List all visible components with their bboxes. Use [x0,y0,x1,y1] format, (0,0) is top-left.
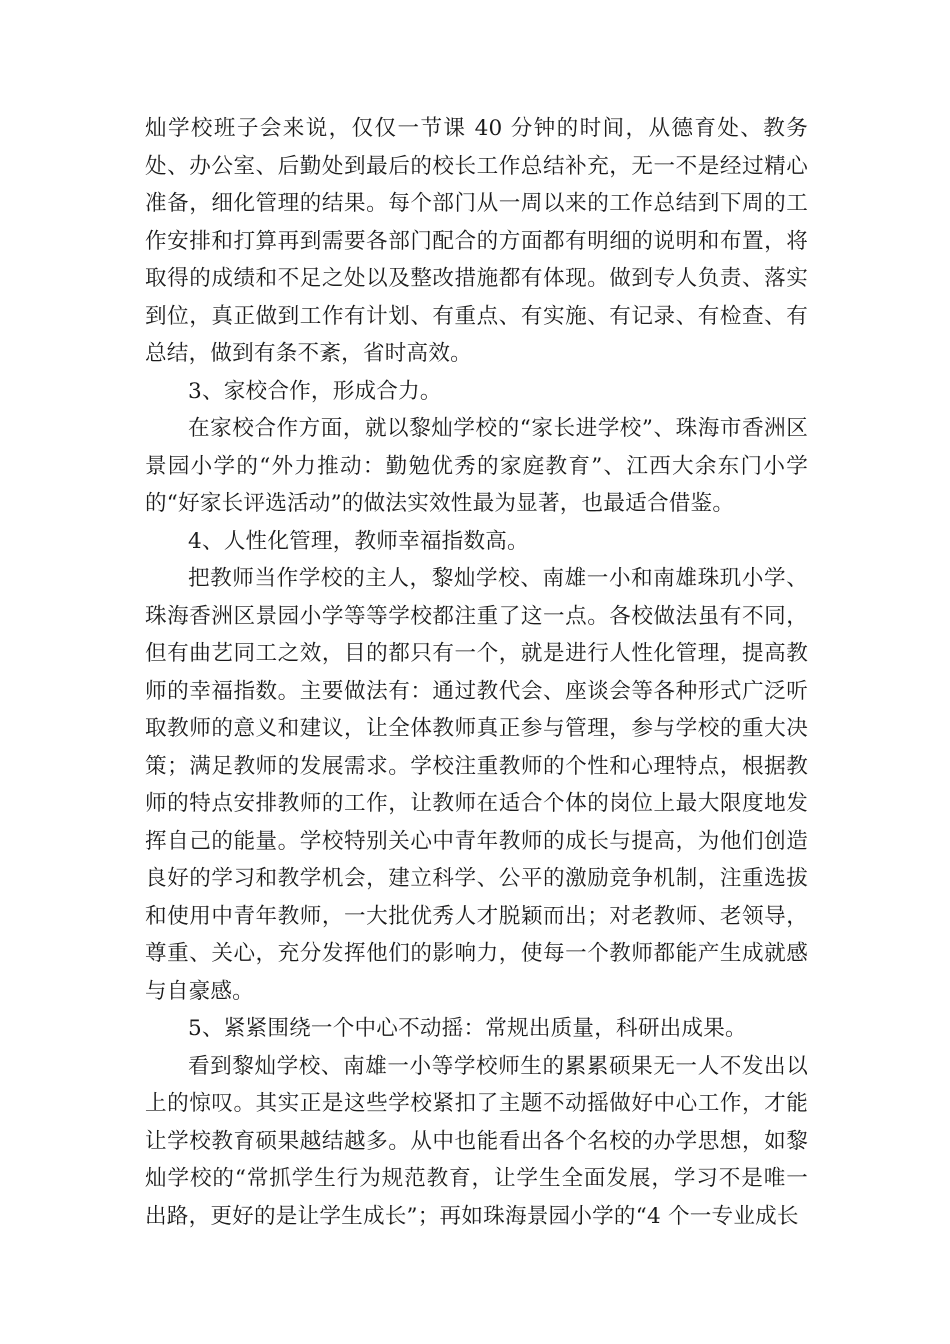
paragraph-home-school-cooperation: 在家校合作方面，就以黎灿学校的“家长进学校”、珠海市香洲区景园小学的“外力推动：勤勉优秀的家庭教育”、江西大余东门小学的“好家长评选活动”的做法实效性最为显著，也最适合借鉴。 [145,416,808,516]
document-page [145,110,808,1235]
paragraph-focus-center: 看到黎灿学校、南雄一小等学校师生的累累硕果无一人不发出以上的惊叹。其实正是这些学校紧扣了主题不动摇做好中心工作，才能让学校教育硕果越结越多。从中也能看出各个名校的办学思想，如黎灿学校的“常抓学生行为规范教育，让学生全面发展，学习不是唯一出路，更好的是让学生成长”；再如珠海景园小学的“4 个一专业成长 [145,1053,808,1229]
paragraph-continued: 灿学校班子会来说，仅仅一节课 40 分钟的时间，从德育处、教务处、办公室、后勤处到最后的校长工作总结补充，无一不是经过精心准备，细化管理的结果。每个部门从一周以来的工作总结到下周的工作安排和打算再到需要各部门配合的方面都有明细的说明和布置，将取得的成绩和不足之处以及整改措施都有体现。做到专人负责、落实到位，真正做到工作有计划、有重点、有实施、有记录、有检查、有总结，做到有条不紊，省时高效。 [145,116,808,366]
section-heading-4: 4、人性化管理，教师幸福指数高。 [188,528,529,554]
section-heading-5: 5、紧紧围绕一个中心不动摇：常规出质量，科研出成果。 [188,1016,747,1041]
section-heading-3: 3、家校合作，形成合力。 [188,378,442,404]
paragraph-humanized-management: 把教师当作学校的主人，黎灿学校、南雄一小和南雄珠玑小学、珠海香洲区景园小学等等学校都注重了这一点。各校做法虽有不同，但有曲艺同工之效，目的都只有一个，就是进行人性化管理，提高教师的幸福指数。主要做法有：通过教代会、座谈会等各种形式广泛听取教师的意义和建议，让全体教师真正参与管理，参与学校的重大决策；满足教师的发展需求。学校注重教师的个性和心理特点，根据教师的特点安排教师的工作，让教师在适合个体的岗位上最大限度地发挥自己的能量。学校特别关心中青年教师的成长与提高，为他们创造良好的学习和教学机会，建立科学、公平的激励竞争机制，注重选拔和使用中青年教师，一大批优秀人才脱颖而出；对老教师、老领导，尊重、关心，充分发挥他们的影响力，使每一个教师都能产生成就感与自豪感。 [145,566,808,1004]
